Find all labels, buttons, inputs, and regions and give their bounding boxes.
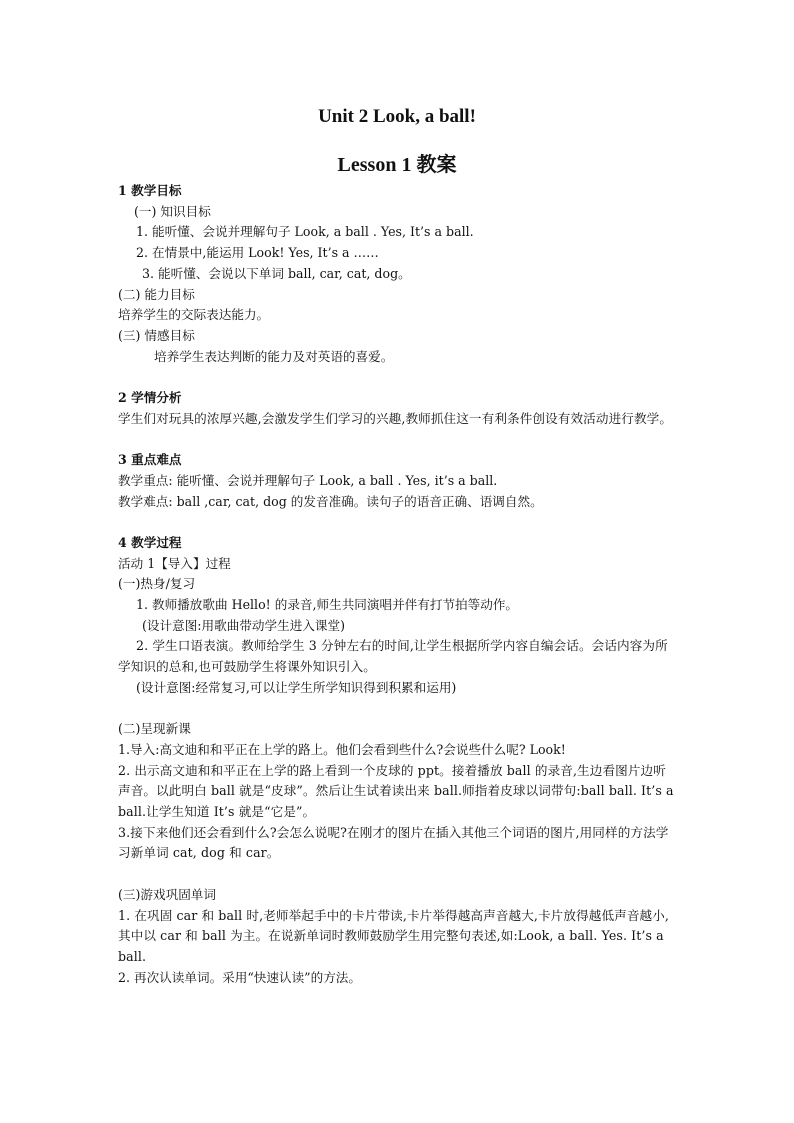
design-note: (设计意图:经常复习,可以让学生所学知识得到积累和运用) (136, 679, 457, 695)
section-heading-analysis: 2 学情分析 (118, 390, 182, 406)
activity-heading: 活动 1【导入】过程 (118, 555, 231, 571)
knowledge-goal-item: 3. 能听懂、会说以下单词 ball, car, cat, dog。 (142, 265, 411, 281)
warmup-heading: (一)热身/复习 (118, 576, 196, 592)
knowledge-goal-heading: (一) 知识目标 (134, 203, 211, 219)
game-step: 1. 在巩固 car 和 ball 时,老师举起手中的卡片带读,卡片举得越高声音越大,卡片放得越低声音越小,其中以 car 和 ball 为主。在说新单词时教师鼓励学生用完整句表述,如:Look, a ball. Yes. It’s a ball. (118, 907, 670, 964)
difficulty-text: 教学难点: ball ,car, cat, dog 的发音准确。读句子的语音正确、语调自然。 (118, 493, 543, 509)
ability-goal-text: 培养学生的交际表达能力。 (118, 307, 270, 323)
analysis-text: 学生们对玩具的浓厚兴趣,会激发学生们学习的兴趣,教师抓住这一有利条件创设有效活动进行教学。 (118, 410, 673, 426)
ability-goal-heading: (二) 能力目标 (118, 286, 195, 302)
game-step: 2. 再次认读单词。采用“快速认读”的方法。 (118, 969, 361, 985)
design-note: (设计意图:用歌曲带动学生进入课堂) (142, 617, 345, 633)
warmup-step: 1. 教师播放歌曲 Hello! 的录音,师生共同演唱并伴有打节拍等动作。 (136, 597, 519, 613)
emotion-goal-text: 培养学生表达判断的能力及对英语的喜爱。 (154, 348, 394, 364)
game-heading: (三)游戏巩固单词 (118, 886, 216, 902)
presentation-step: 1.导入:高文迪和和平正在上学的路上。他们会看到些什么?会说些什么呢? Look! (118, 741, 566, 757)
warmup-step: 2. 学生口语表演。教师给学生 3 分钟左右的时间,让学生根据所学内容自编会话。会话内容为所学知识的总和,也可鼓励学生将课外知识引入。 (118, 638, 668, 675)
lesson-body (118, 181, 678, 988)
section-heading-key-points: 3 重点难点 (118, 452, 182, 468)
section-heading-objectives: 1 教学目标 (118, 183, 182, 198)
key-point-text: 教学重点: 能听懂、会说并理解句子 Look, a ball . Yes, it’s a ball. (118, 472, 498, 488)
unit-title: Unit 2 Look, a ball! (318, 106, 476, 127)
knowledge-goal-item: 1. 能听懂、会说并理解句子 Look, a ball . Yes, It’s a ball. (136, 224, 474, 240)
presentation-step: 2. 出示高文迪和和平正在上学的路上看到一个皮球的 ppt。接着播放 ball 的录音,生边看图片边听声音。以此明白 ball 就是“皮球”。然后让生试着读出来 ball.师指着皮球以词带句:ball ball. It’s a ball.让学生知道 It’s 就是“它是”。 (118, 762, 674, 820)
presentation-step: 3.接下来他们还会看到什么?会怎么说呢?在刚才的图片在插入其他三个词语的图片,用同样的方法学习新单词 cat, dog 和 car。 (118, 824, 669, 861)
lesson-title: Lesson 1 教案 (337, 154, 457, 176)
knowledge-goal-item: 2. 在情景中,能运用 Look! Yes, It’s a …… (136, 245, 379, 261)
section-heading-process: 4 教学过程 (118, 534, 182, 550)
emotion-goal-heading: (三) 情感目标 (118, 327, 195, 343)
presentation-heading: (二)呈现新课 (118, 721, 191, 737)
